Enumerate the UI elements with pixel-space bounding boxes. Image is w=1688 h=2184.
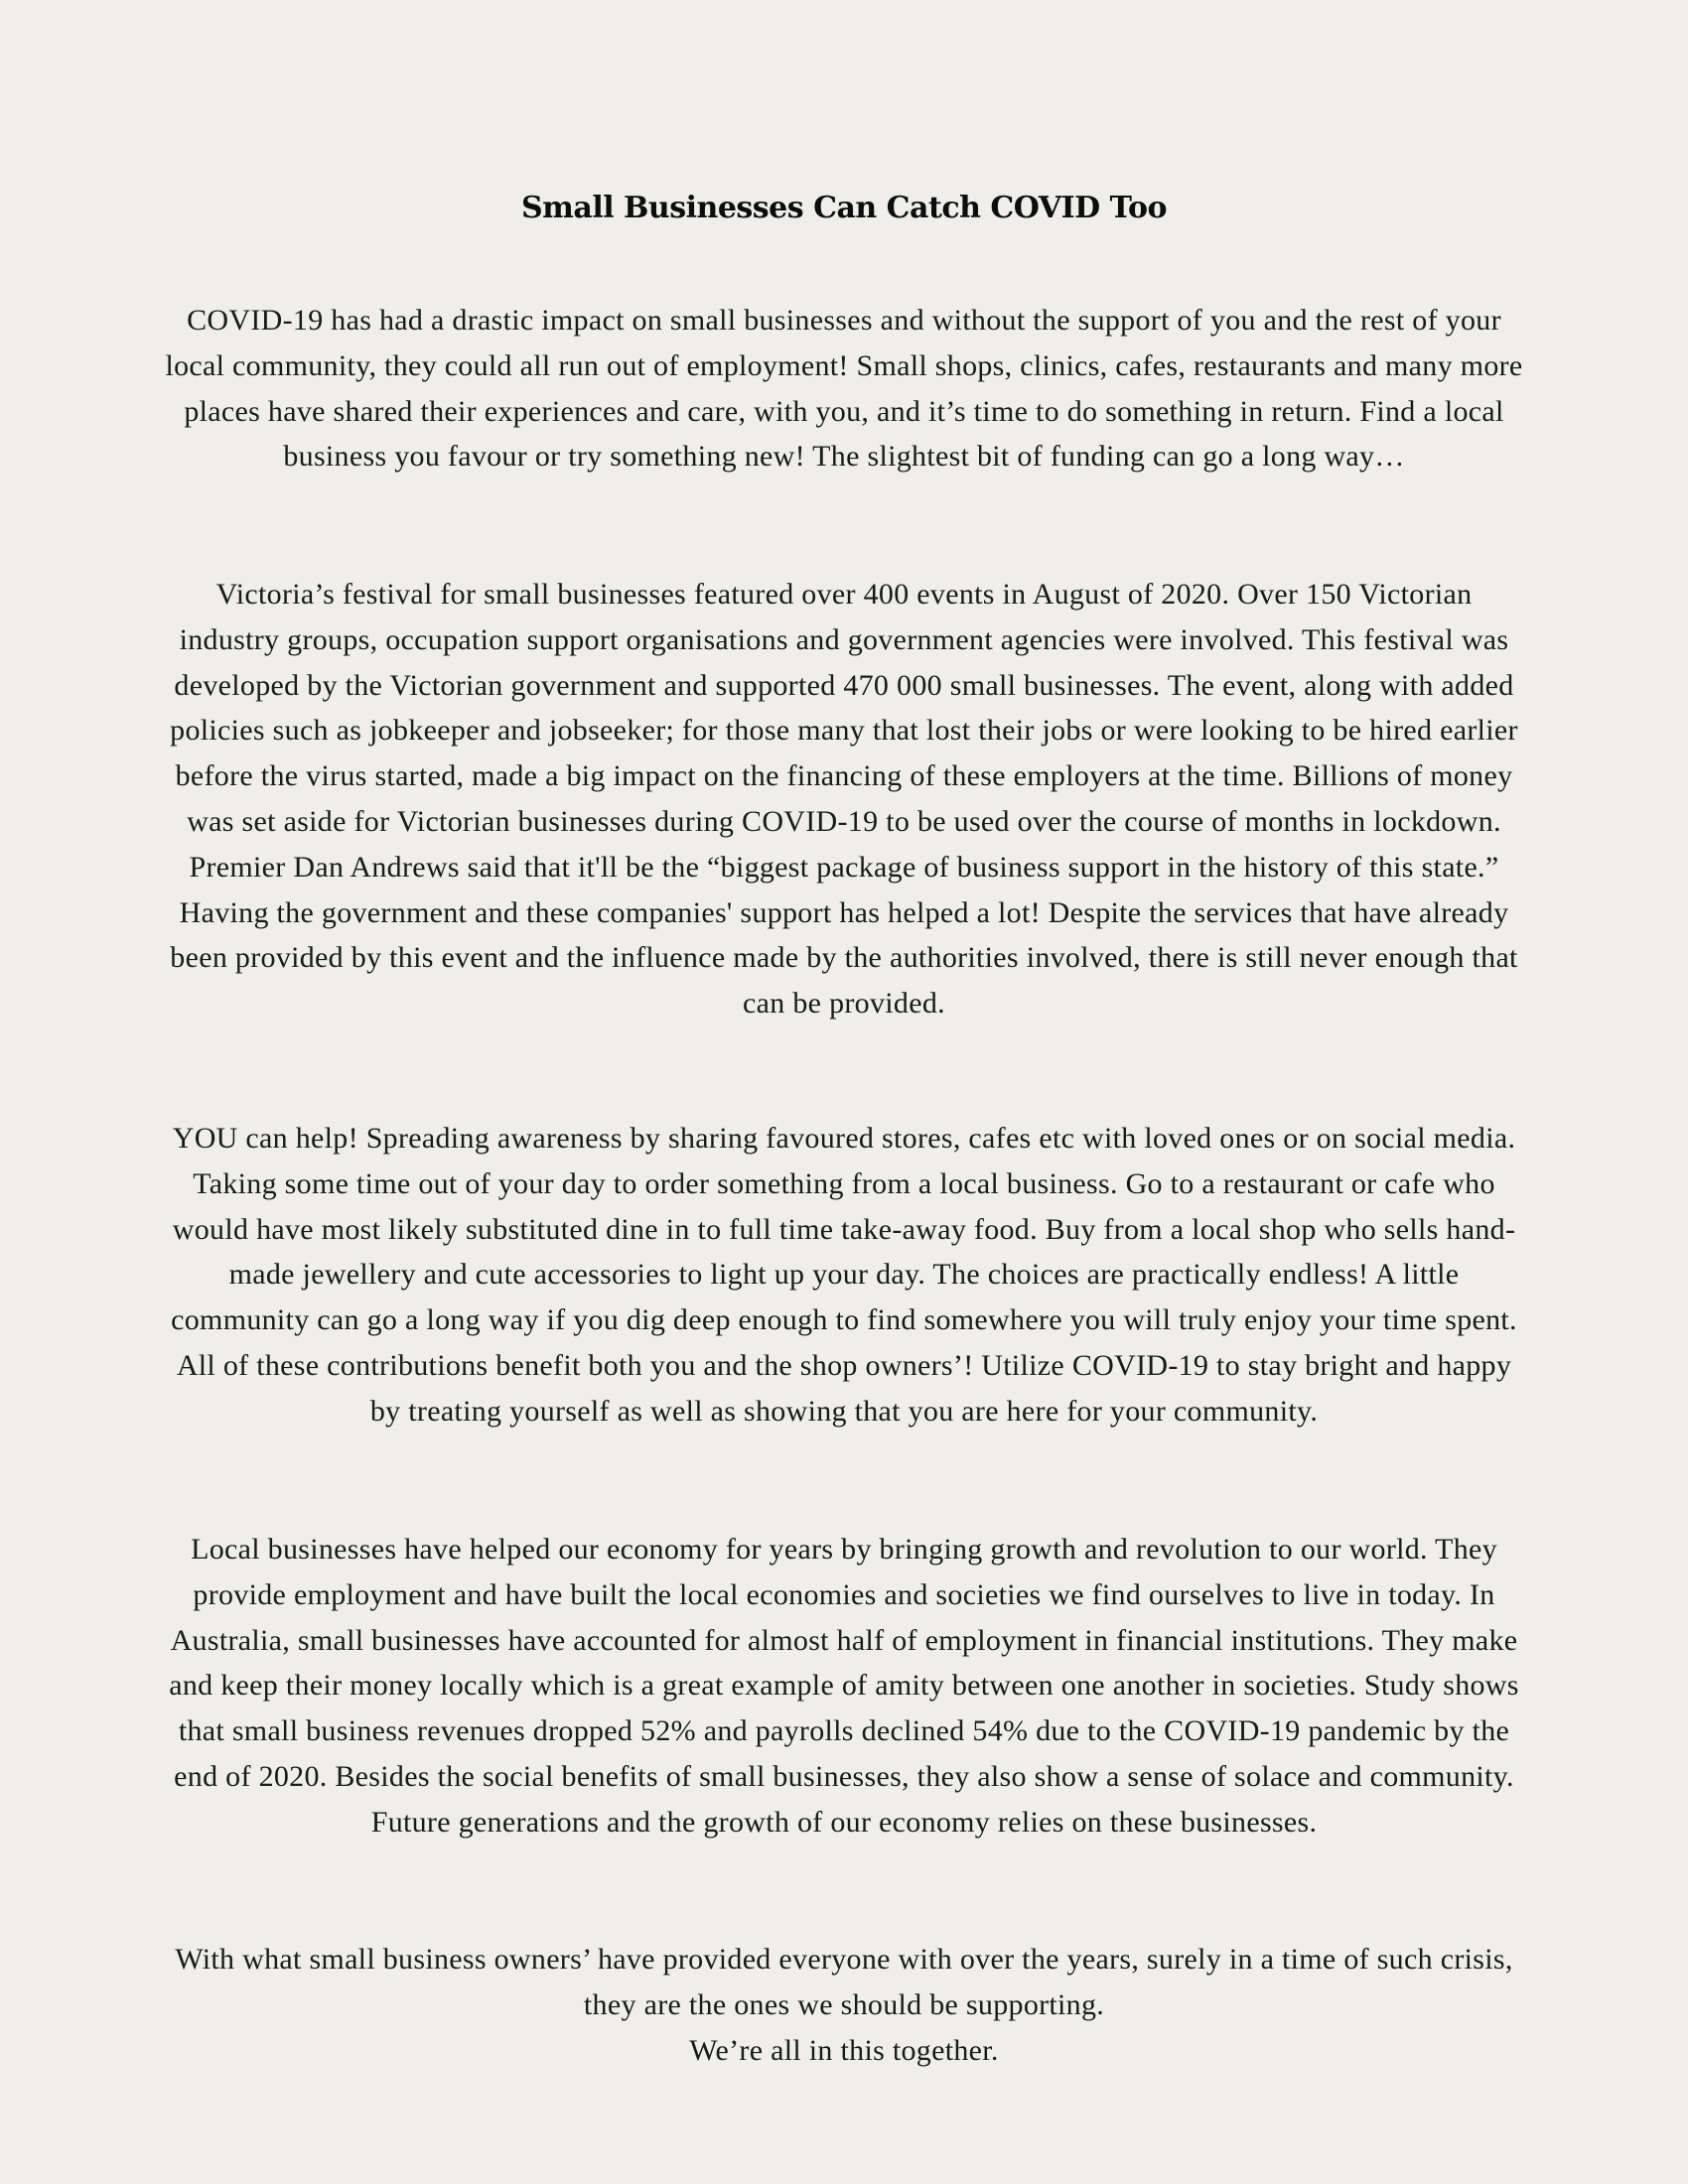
paragraph-victoria-festival: Victoria’s festival for small businesses featured over 400 events in August of 2020. Over 150 Victorian industry groups, occupation support organisations and government agencies were involved. This festival was developed by the Victorian government and supported 470 000 small businesses. The event, along with added policies such as jobkeeper and jobseeker; for those many that lost their jobs or were looking to be hired earlier before the virus started, made a big impact on the financing of these employers at the time. Billions of money was set aside for Victorian businesses during COVID-19 to be used over the course of months in lockdown. Premier Dan Andrews said that it'll be the “biggest package of business support in the history of this state.” Having the government and these companies' support has helped a lot! Despite the services that have already been provided by this event and the influence made by the authorities involved, there is still never enough that can be provided. (170, 578, 1518, 1021)
paragraph-intro: COVID-19 has had a drastic impact on small businesses and without the support of you and the rest of your local community, they could all run out of employment! Small shops, clinics, cafes, restaurants and many more places have shared their experiences and care, with you, and it’s time to do something in return. Find a local business you favour or try something new! The slightest bit of funding can go a long way… (165, 304, 1523, 474)
paragraph-local-businesses: Local businesses have helped our economy for years by bringing growth and revolution to our world. They provide employment and have built the local economies and societies we find ourselves to live in today. In Australia, small businesses have accounted for almost half of employment in financial institutions. They make and keep their money locally which is a great example of amity between one another in societies. Study shows that small business revenues dropped 52% and payrolls declined 54% due to the COVID-19 pandemic by the end of 2020. Besides the social benefits of small businesses, they also show a sense of solace and community. Future generations and the growth of our economy relies on these businesses. (169, 1533, 1519, 1839)
paragraph-you-can-help: YOU can help! Spreading awareness by sharing favoured stores, cafes etc with loved ones or on social media. Taking some time out of your day to order something from a local business. Go to a restaurant or cafe who would have most likely substituted dine in to full time take-away food. Buy from a local shop who sells hand-made jewellery and cute accessories to light up your day. The choices are practically endless! A little community can go a long way if you dig deep enough to find somewhere you will truly enjoy your time spent. All of these contributions benefit both you and the shop owners’! Utilize COVID-19 to stay bright and happy by treating yourself as well as showing that you are here for your community. (171, 1122, 1517, 1428)
paragraph-supporting-owners: With what small business owners’ have provided everyone with over the years, surely in a time of such crisis, they are the ones we should be supporting. (175, 1943, 1513, 2021)
paragraph-closing: We’re all in this together. (689, 2034, 999, 2067)
page-title: Small Businesses Can Catch COVID Too (520, 191, 1168, 225)
